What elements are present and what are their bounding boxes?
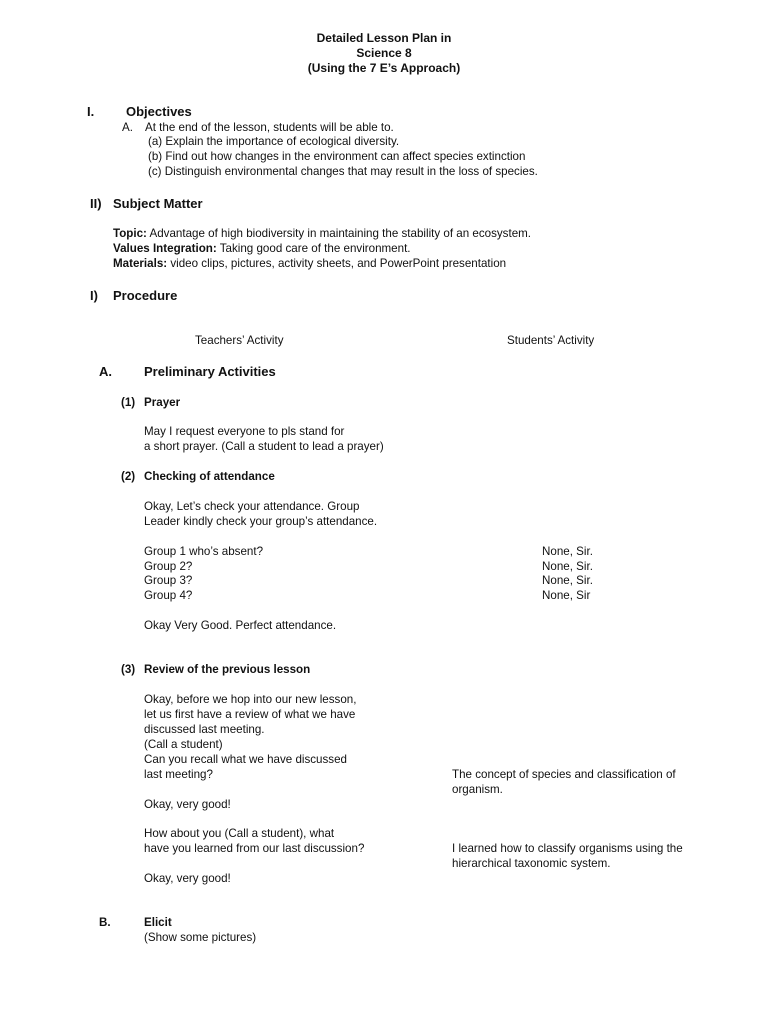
procedure-numeral: I) [90,288,98,303]
objectives-heading: Objectives [126,104,192,119]
topic-label: Topic: [113,227,147,240]
review-line: How about you (Call a student), what [144,827,335,840]
group-answer: None, Sir. [542,545,593,558]
topic-value: Advantage of high biodiversity in maintaining the stability of an ecosystem. [146,227,532,240]
review-answer-line: hierarchical taxonomic system. [452,857,611,870]
review-line: Can you recall what we have discussed [144,753,347,766]
attendance-line: Leader kindly check your group’s attendance. [144,515,378,528]
subject-matter-heading: Subject Matter [113,196,203,211]
elicit-heading: Elicit [144,916,172,929]
attendance-number: (2) [121,470,136,483]
review-line: last meeting? [144,768,213,781]
subject-matter-numeral: II) [90,196,102,211]
review-line: (Call a student) [144,738,223,751]
very-good-remark: Okay, very good! [144,798,231,811]
prayer-line: May I request everyone to pls stand for [144,425,345,438]
topic-line [113,227,531,240]
values-value: Taking good care of the environment. [216,242,411,255]
elicit-letter: B. [99,916,111,929]
review-line: have you learned from our last discussion? [144,842,365,855]
objective-item-a: (a) Explain the importance of ecological diversity. [148,135,400,148]
objective-item-b: (b) Find out how changes in the environment can affect species extinction [148,150,526,163]
doc-title-line1: Detailed Lesson Plan in [316,31,452,45]
doc-title-line2: Science 8 [356,46,412,60]
attendance-closing: Okay Very Good. Perfect attendance. [144,619,337,632]
materials-label: Materials: [113,257,168,270]
teacher-column-header: Teachers’ Activity [195,334,284,347]
review-answer-line: organism. [452,783,503,796]
attendance-line: Okay, Let’s check your attendance. Group [144,500,360,513]
prelim-heading: Preliminary Activities [144,364,276,379]
values-line [113,242,411,255]
group-answer: None, Sir. [542,560,593,573]
review-number: (3) [121,663,136,676]
attendance-heading: Checking of attendance [144,470,275,483]
objectives-a-text: At the end of the lesson, students will be able to. [145,121,394,134]
materials-value: video clips, pictures, activity sheets, and PowerPoint presentation [167,257,507,270]
objective-item-c: (c) Distinguish environmental changes that may result in the loss of species. [148,165,538,178]
prayer-line: a short prayer. (Call a student to lead a prayer) [144,440,384,453]
student-column-header: Students’ Activity [507,334,595,347]
procedure-heading: Procedure [113,288,178,303]
doc-title-line3: (Using the 7 E’s Approach) [307,61,461,75]
prayer-number: (1) [121,396,136,409]
materials-line [113,257,506,270]
values-label: Values Integration: [113,242,217,255]
review-line: let us first have a review of what we have [144,708,356,721]
very-good-remark: Okay, very good! [144,872,231,885]
objectives-a-letter: A. [122,121,133,134]
prelim-letter: A. [99,364,112,379]
review-line: Okay, before we hop into our new lesson, [144,693,357,706]
review-heading: Review of the previous lesson [144,663,311,676]
elicit-note: (Show some pictures) [144,931,257,944]
review-answer-line: The concept of species and classification of [452,768,676,781]
group-question: Group 4? [144,589,193,602]
group-question: Group 1 who’s absent? [144,545,264,558]
review-answer-line: I learned how to classify organisms using the [452,842,683,855]
group-question: Group 3? [144,574,193,587]
group-answer: None, Sir. [542,574,593,587]
objectives-numeral: I. [87,104,95,119]
prayer-heading: Prayer [144,396,181,409]
group-answer: None, Sir [542,589,591,602]
group-question: Group 2? [144,560,193,573]
review-line: discussed last meeting. [144,723,265,736]
